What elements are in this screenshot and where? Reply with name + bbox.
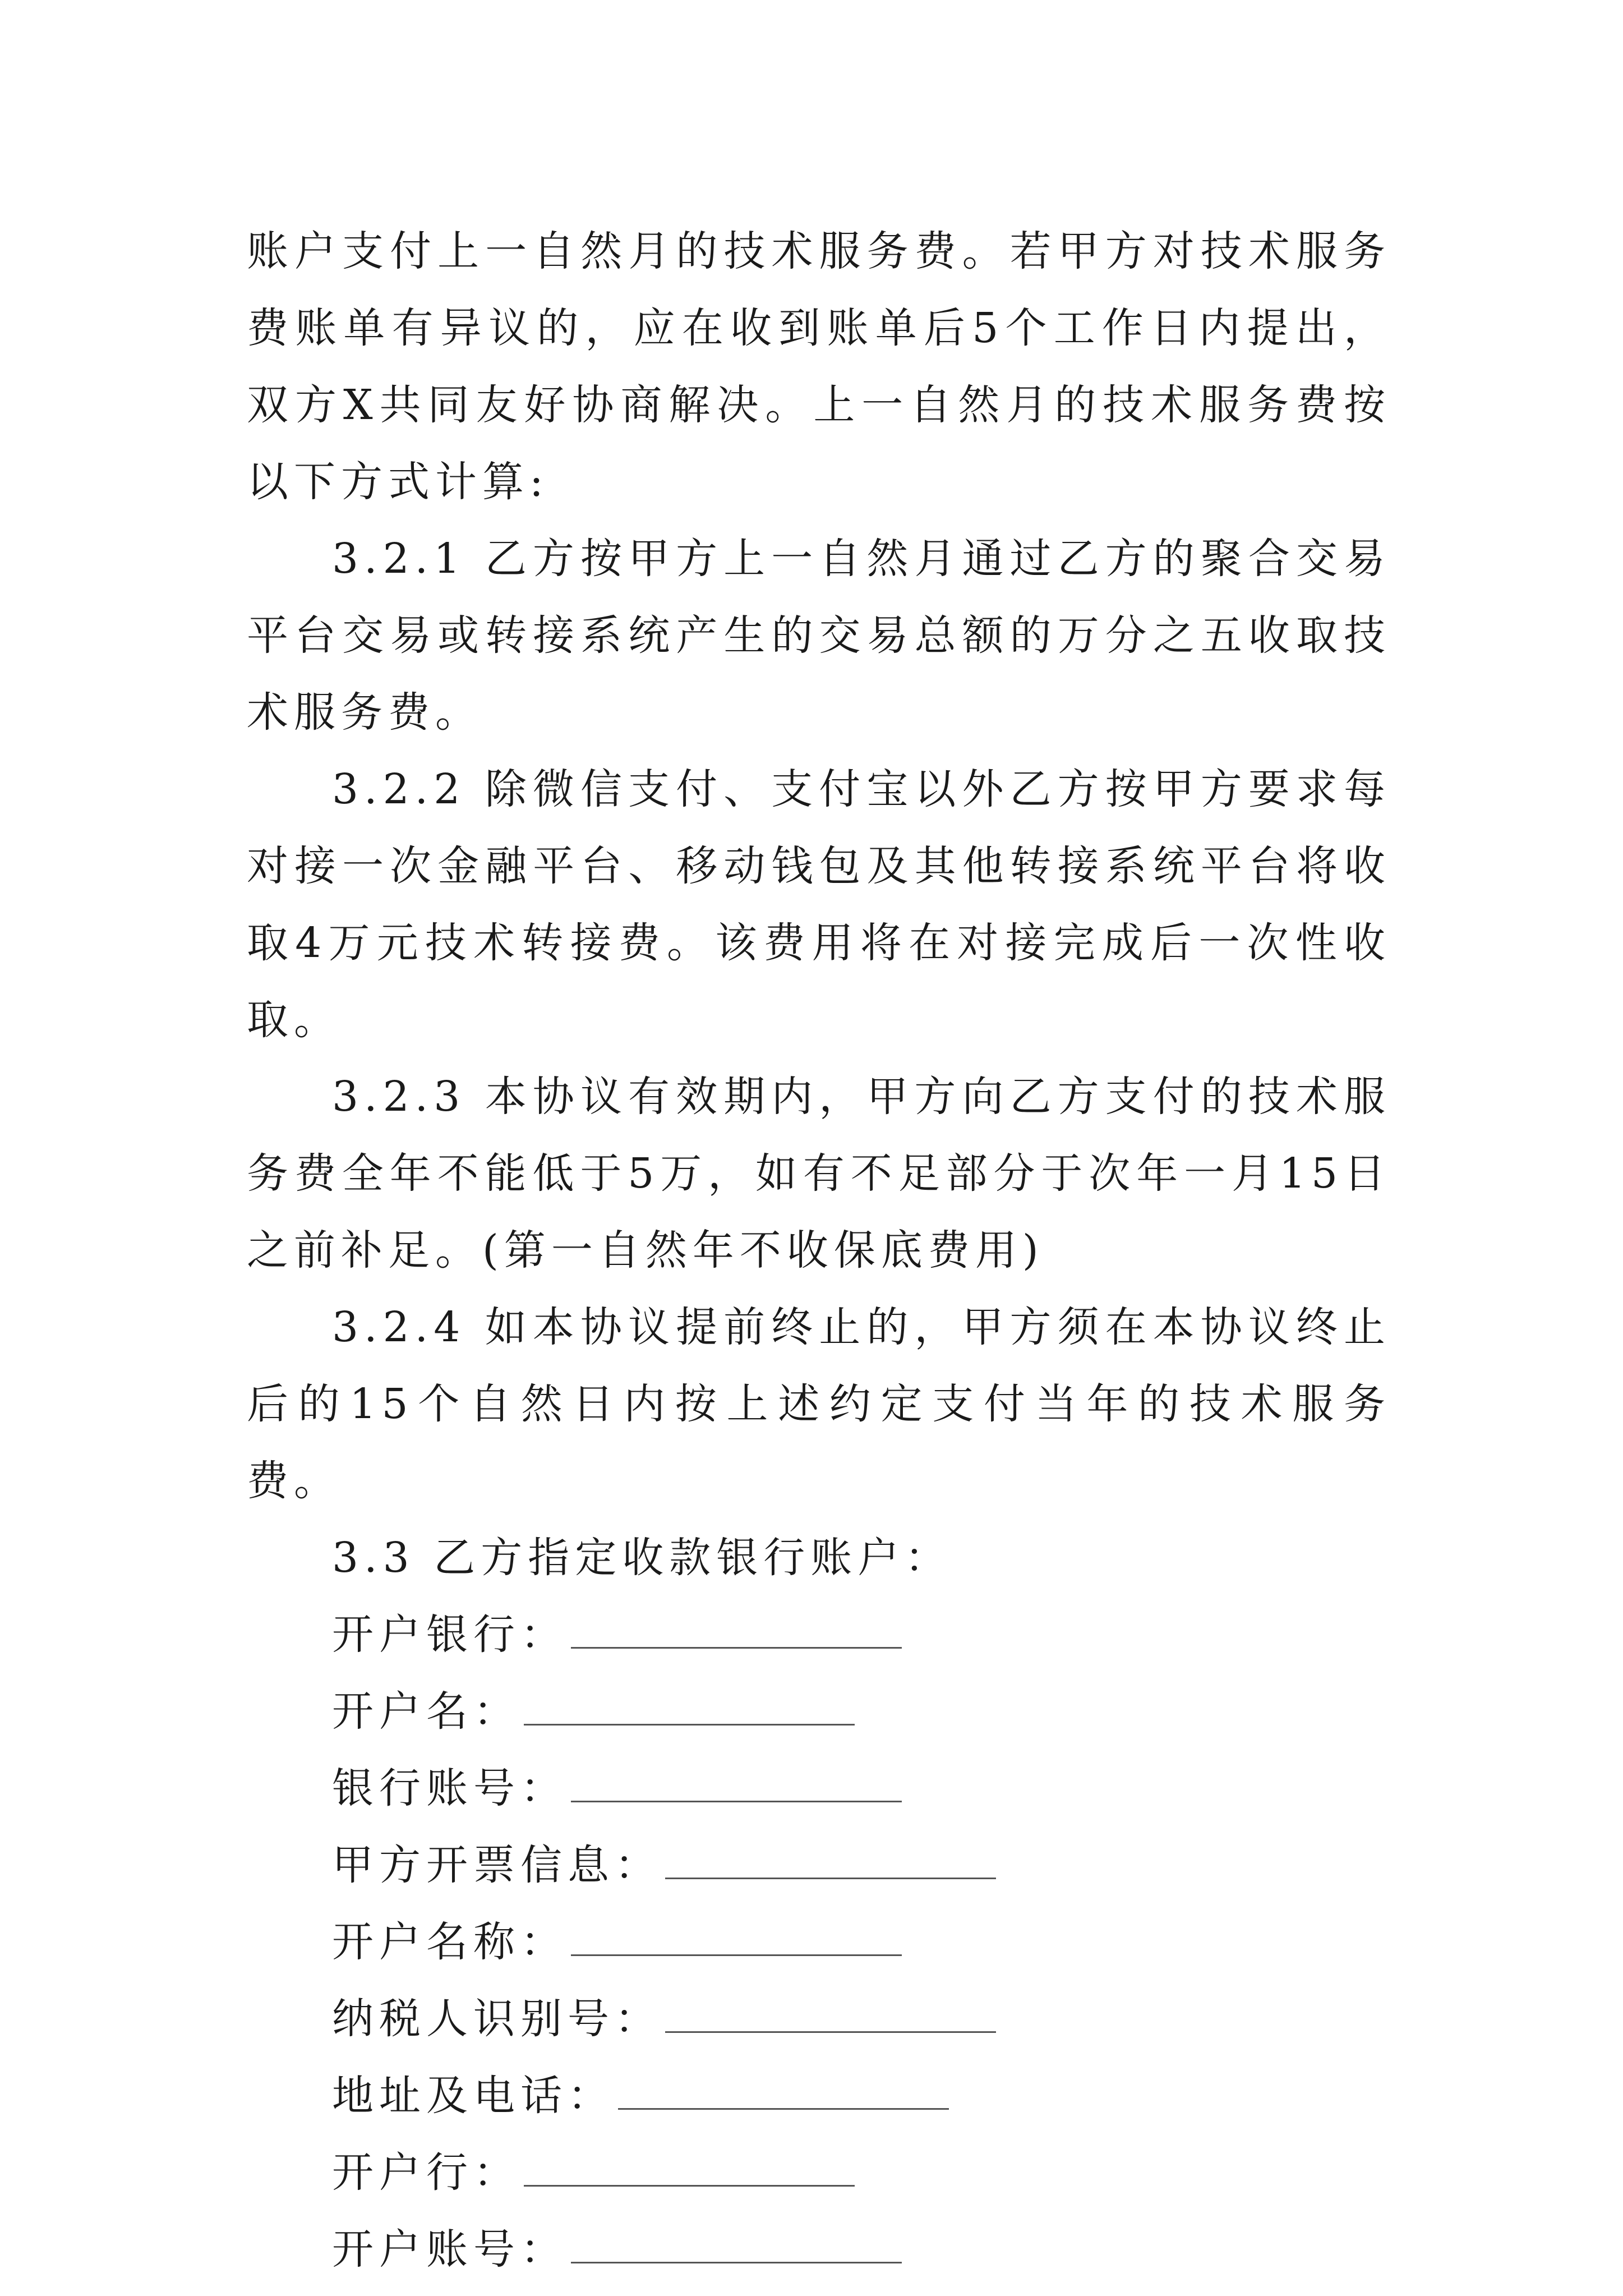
blank-line <box>524 2151 855 2187</box>
blank-line <box>618 2074 949 2110</box>
field-opening-bank <box>247 2134 1391 2211</box>
paragraph-fee-billing: 账户支付上一自然月的技术服务费。若甲方对技术服务费账单有异议的，应在收到账单后5个工作日内提出，双方X共同友好协商解决。上一自然月的技术服务费按以下方式计算: <box>247 227 1391 506</box>
field-account-number <box>247 2211 1391 2288</box>
field-address-phone <box>247 2058 1391 2134</box>
blank-line <box>571 1767 902 1802</box>
blank-line <box>571 1613 902 1649</box>
blank-line <box>665 1844 996 1879</box>
field-label: 甲方开票信息： <box>332 1841 662 1889</box>
blank-line <box>665 1998 996 2033</box>
field-invoice-info <box>247 1827 1391 1904</box>
field-taxpayer-id <box>247 1981 1391 2058</box>
field-label: 开户名称： <box>332 1918 568 1966</box>
field-label: 开户银行： <box>332 1611 568 1659</box>
paragraph-3-2-4: 3.2.4 如本协议提前终止的，甲方须在本协议终止后的15个自然日内按上述约定支付当年的技术服务费。 <box>247 1303 1391 1505</box>
blank-line <box>524 1690 855 1726</box>
field-label: 银行账号： <box>332 1764 568 1812</box>
blank-line <box>571 2228 902 2263</box>
field-label: 开户行： <box>332 2148 520 2197</box>
field-label: 纳税人识别号： <box>332 1995 662 2043</box>
field-label: 开户账号： <box>332 2225 568 2274</box>
paragraph-3-3: 3.3 乙方指定收款银行账户： <box>332 1534 952 1582</box>
paragraph-3-2-3: 3.2.3 本协议有效期内，甲方向乙方支付的技术服务费全年不能低于5万，如有不足部分于次年一月15日之前补足。(第一自然年不收保底费用) <box>247 1073 1391 1274</box>
field-account-name <box>247 1673 1391 1750</box>
blank-line <box>571 1921 902 1956</box>
field-invoice-account-name <box>247 1904 1391 1981</box>
field-bank-account-number <box>247 1750 1391 1827</box>
paragraph-3-2-1: 3.2.1 乙方按甲方上一自然月通过乙方的聚合交易平台交易或转接系统产生的交易总额的万分之五收取技术服务费。 <box>247 535 1391 737</box>
field-label: 地址及电话： <box>332 2072 615 2120</box>
field-label: 开户名： <box>332 1687 520 1736</box>
document-body <box>247 213 1391 2288</box>
paragraph-3-2-2: 3.2.2 除微信支付、支付宝以外乙方按甲方要求每对接一次金融平台、移动钱包及其他转接系统平台将收取4万元技术转接费。该费用将在对接完成后一次性收取。 <box>247 765 1391 1044</box>
field-bank-name <box>247 1596 1391 1673</box>
